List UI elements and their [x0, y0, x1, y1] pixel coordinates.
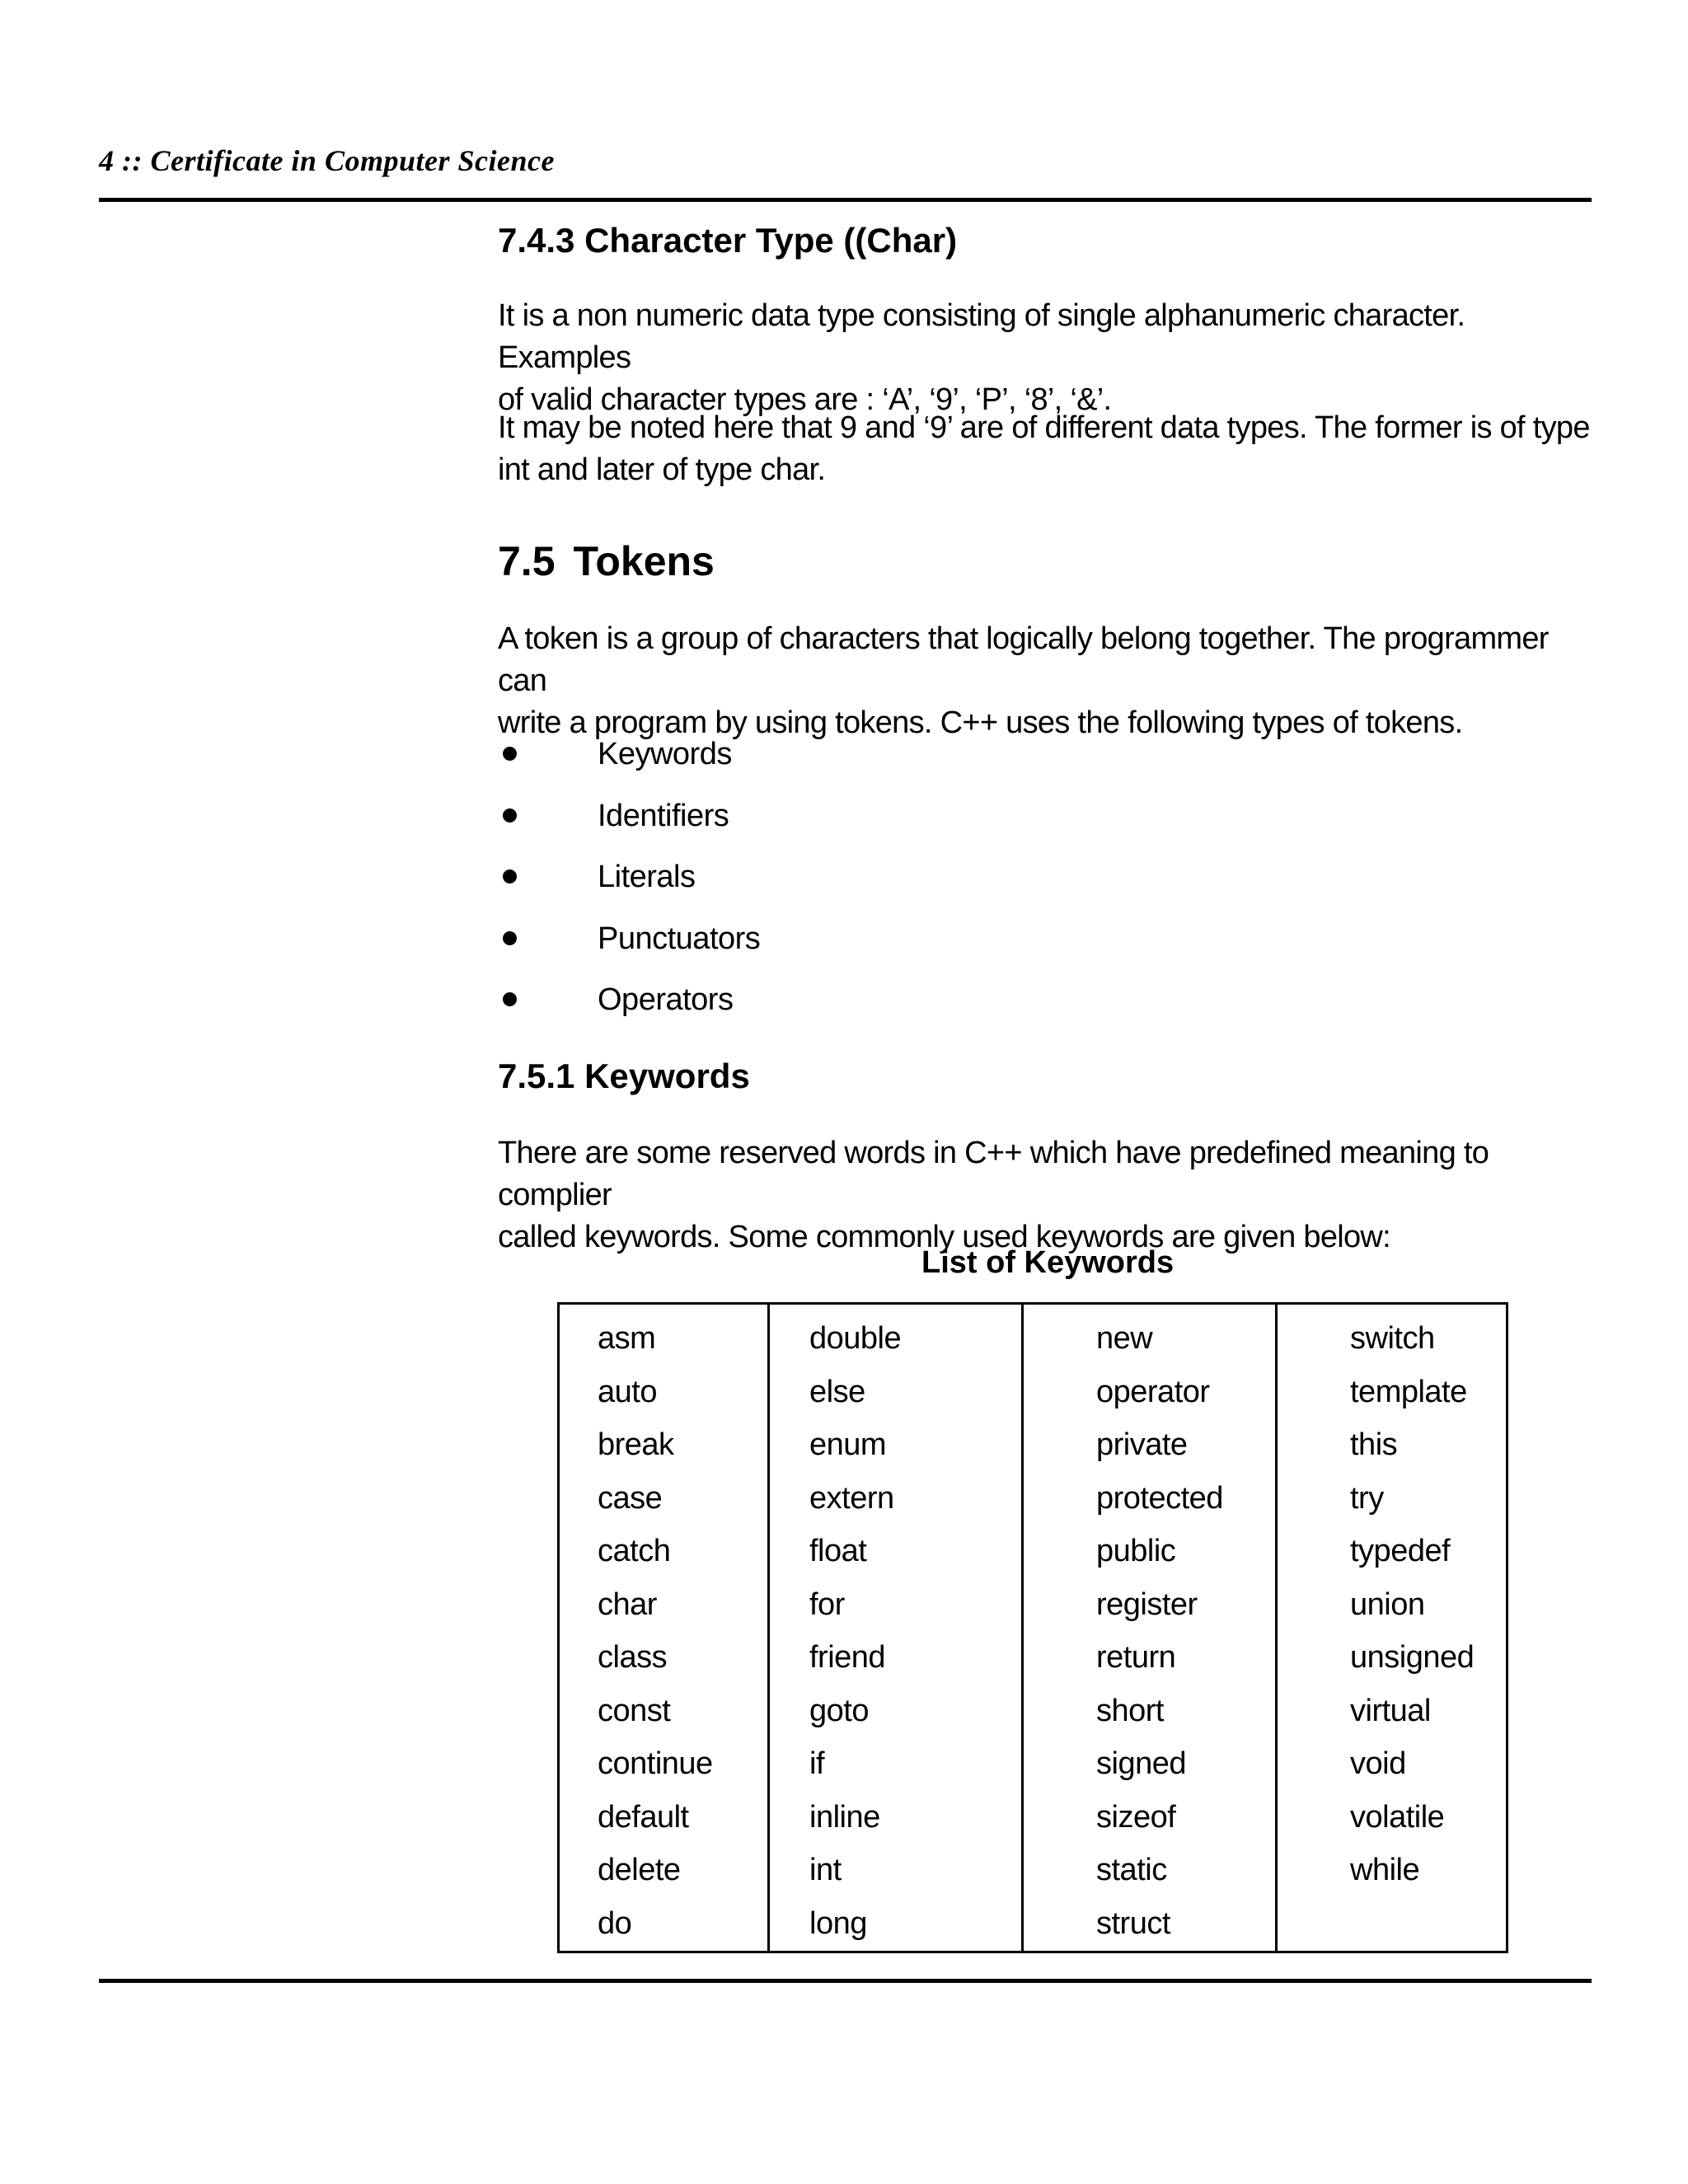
char-type-paragraph-2 [498, 407, 1592, 491]
keyword-cell: asm [598, 1321, 656, 1356]
keyword-cell: virtual [1350, 1693, 1431, 1728]
text-line: int and later of type char. [498, 452, 826, 487]
keywords-column [1021, 1305, 1278, 1951]
keyword-cell: switch [1350, 1321, 1435, 1356]
keyword-cell: for [809, 1586, 845, 1622]
keyword-cell: case [598, 1480, 663, 1516]
bullet-icon [503, 869, 517, 883]
keyword-cell: while [1350, 1853, 1420, 1887]
keyword-cell: return [1096, 1640, 1176, 1675]
keyword-cell: int [809, 1853, 842, 1887]
bullet-icon [503, 931, 517, 945]
keyword-cell: unsigned [1350, 1640, 1475, 1675]
keyword-cell: auto [598, 1374, 657, 1409]
text-line: A token is a group of characters that logically belong together. The programmer can [498, 621, 1549, 698]
keyword-cell: signed [1096, 1746, 1186, 1781]
keyword-cell: try [1350, 1480, 1384, 1516]
keyword-cell: class [598, 1640, 668, 1675]
keywords-column [1275, 1305, 1508, 1951]
keywords-table [557, 1302, 1508, 1953]
keyword-cell: operator [1096, 1374, 1210, 1409]
keyword-cell: this [1350, 1427, 1398, 1462]
section-title: Tokens [573, 538, 715, 584]
heading-7-5 [498, 537, 715, 585]
keyword-cell: char [598, 1586, 657, 1622]
header-rule [99, 198, 1592, 202]
list-item-label: Punctuators [598, 921, 761, 956]
keyword-cell: const [598, 1693, 671, 1728]
keyword-cell: short [1096, 1693, 1164, 1728]
list-item-label: Literals [598, 860, 696, 894]
keyword-cell: delete [598, 1853, 681, 1887]
keyword-cell: continue [598, 1746, 713, 1781]
running-head: 4 :: Certificate in Computer Science [99, 144, 555, 177]
text-line: of valid character types are : ‘A’, ‘9’, ‘P’, ‘8’, ‘&’. [498, 382, 1112, 417]
bullet-icon [503, 992, 517, 1006]
keyword-cell: void [1350, 1746, 1406, 1781]
text-line: It is a non numeric data type consisting of single alphanumeric character. Examples [498, 298, 1465, 375]
keyword-cell: else [809, 1374, 865, 1409]
footer-rule [99, 1979, 1592, 1983]
keyword-cell: register [1096, 1586, 1198, 1622]
keyword-cell: inline [809, 1799, 880, 1835]
keyword-cell: goto [809, 1693, 869, 1728]
keyword-cell: struct [1096, 1905, 1170, 1941]
keyword-cell: float [809, 1534, 867, 1568]
keywords-column [767, 1305, 1024, 1951]
keyword-cell: long [809, 1905, 867, 1941]
keyword-cell: if [809, 1746, 824, 1781]
keyword-cell: protected [1096, 1480, 1223, 1516]
keywords-column [560, 1305, 767, 1951]
heading-7-4-3: 7.4.3 Character Type ((Char) [498, 221, 958, 260]
keyword-cell: template [1350, 1374, 1467, 1409]
text-line: called keywords. Some commonly used keywords are given below: [498, 1220, 1391, 1254]
tokens-paragraph [498, 618, 1592, 744]
text-line: It may be noted here that 9 and ‘9’ are of different data types. The former is of type [498, 410, 1590, 445]
bullet-icon [503, 747, 517, 761]
keyword-cell: static [1096, 1853, 1167, 1887]
bullet-icon [503, 808, 517, 823]
keyword-cell: extern [809, 1480, 894, 1516]
keyword-cell: double [809, 1321, 902, 1356]
list-item-label: Keywords [598, 737, 732, 771]
keyword-cell: break [598, 1427, 674, 1462]
list-item-label: Identifiers [598, 798, 729, 833]
keyword-cell: new [1096, 1321, 1153, 1356]
keyword-cell: do [598, 1905, 632, 1941]
table-caption: List of Keywords [921, 1245, 1175, 1280]
keyword-cell: union [1350, 1586, 1425, 1622]
keyword-cell: public [1096, 1534, 1176, 1568]
keyword-cell: catch [598, 1534, 671, 1568]
keyword-cell: friend [809, 1640, 886, 1675]
heading-7-5-1: 7.5.1 Keywords [498, 1057, 750, 1095]
keyword-cell: sizeof [1096, 1799, 1176, 1835]
keyword-cell: volatile [1350, 1799, 1445, 1835]
keywords-paragraph [498, 1132, 1592, 1258]
char-type-paragraph-1 [498, 295, 1592, 421]
section-number: 7.5 [498, 538, 556, 584]
list-item-label: Operators [598, 982, 734, 1017]
keyword-cell: enum [809, 1427, 887, 1462]
keyword-cell: default [598, 1799, 689, 1835]
text-line: write a program by using tokens. C++ uses the following types of tokens. [498, 705, 1463, 740]
text-line: There are some reserved words in C++ which have predefined meaning to complier [498, 1136, 1489, 1212]
keyword-cell: typedef [1350, 1534, 1451, 1568]
keyword-cell: private [1096, 1427, 1188, 1462]
